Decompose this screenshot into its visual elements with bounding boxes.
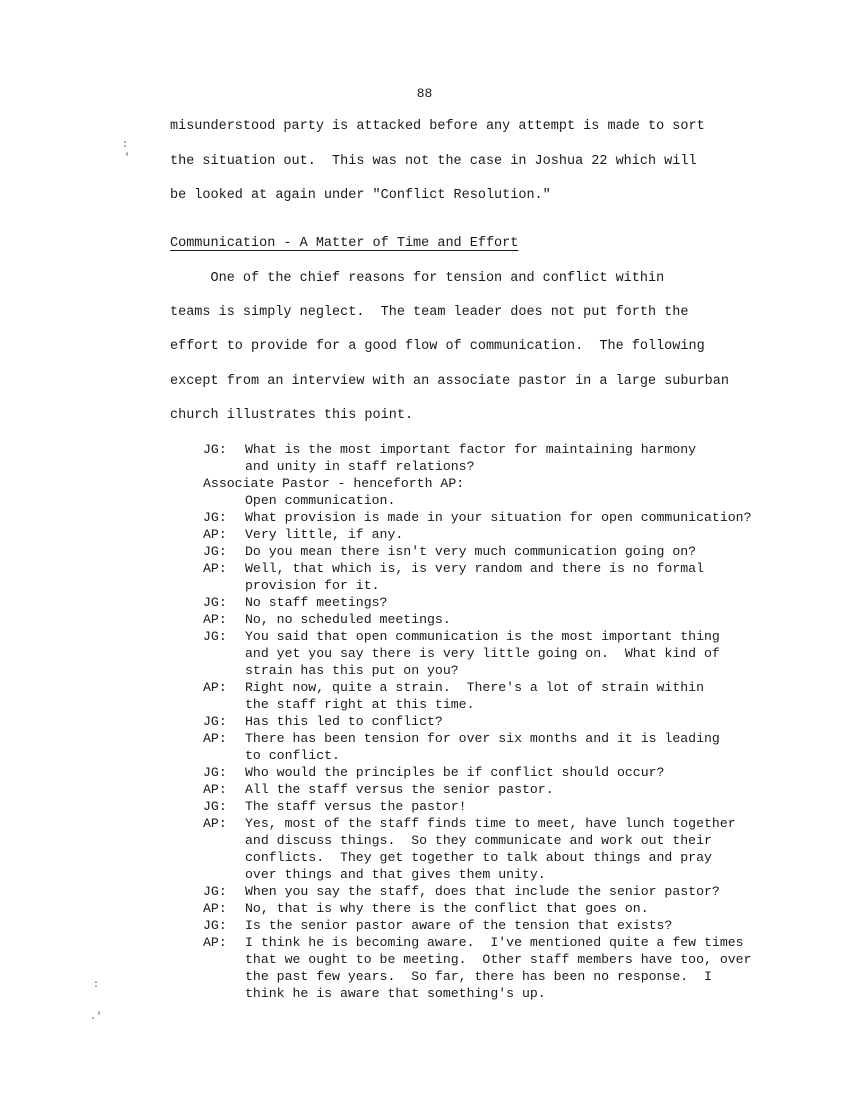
interview-line: Is the senior pastor aware of the tension that exists?: [245, 918, 673, 933]
speaker-label: JG:: [203, 799, 227, 814]
interview-turn: [203, 441, 751, 458]
speaker-label: AP:: [203, 901, 227, 916]
speaker-label: AP:: [203, 816, 227, 831]
interview-turn: [203, 679, 751, 696]
interview-turn: [203, 526, 751, 543]
interview-turn: [203, 764, 751, 781]
interview-line: You said that open communication is the most important thing: [245, 629, 720, 644]
interview-turn: [203, 628, 751, 645]
interview-turn: [203, 611, 751, 628]
interview-turn: [203, 900, 751, 917]
interview-turn: [203, 934, 751, 951]
speaker-label: JG:: [203, 884, 227, 899]
interview-line: the past few years. So far, there has been no response. I: [245, 969, 712, 984]
speaker-label: JG:: [203, 595, 227, 610]
interview-line: strain has this put on you?: [245, 663, 459, 678]
speaker-label: Associate Pastor - henceforth AP:: [203, 476, 465, 491]
page-number: 88: [416, 86, 433, 101]
interview-line: Well, that which is, is very random and there is no formal: [245, 561, 704, 576]
interview-line: What is the most important factor for maintaining harmony: [245, 442, 697, 457]
interview-line: The staff versus the pastor!: [245, 799, 467, 814]
interview-line: to conflict.: [245, 748, 340, 763]
interview-line: conflicts. They get together to talk about things and pray: [245, 850, 712, 865]
interview-line: All the staff versus the senior pastor.: [245, 782, 554, 797]
interview-line: What provision is made in your situation for open communication?: [245, 510, 752, 525]
speaker-label: AP:: [203, 612, 227, 627]
interview-line: Open communication.: [245, 493, 396, 508]
speaker-label: JG:: [203, 510, 227, 525]
interview-line: There has been tension for over six months and it is leading: [245, 731, 720, 746]
interview-turn: [203, 560, 751, 577]
interview-line: No staff meetings?: [245, 595, 388, 610]
section-heading: Communication - A Matter of Time and Effort: [170, 236, 519, 251]
interview-turn: [203, 509, 751, 526]
interview-turn: [203, 917, 751, 934]
interview-line: No, no scheduled meetings.: [245, 612, 451, 627]
interview-line: and yet you say there is very little going on. What kind of: [245, 646, 720, 661]
interview-line: think he is aware that something's up.: [245, 986, 546, 1001]
body-line: teams is simply neglect. The team leader does not put forth the: [170, 305, 689, 320]
body-line: except from an interview with an associate pastor in a large suburban: [170, 374, 729, 389]
body-line: One of the chief reasons for tension and conflict within: [170, 271, 665, 286]
interview-transcript: [203, 441, 751, 1002]
interview-line: Who would the principles be if conflict should occur?: [245, 765, 665, 780]
interview-line: that we ought to be meeting. Other staff members have too, over: [245, 952, 752, 967]
interview-line: provision for it.: [245, 578, 380, 593]
interview-turn: [203, 730, 751, 747]
interview-line: Yes, most of the staff finds time to meet, have lunch together: [245, 816, 736, 831]
speaker-label: AP:: [203, 782, 227, 797]
interview-line: the staff right at this time.: [245, 697, 475, 712]
interview-line: Do you mean there isn't very much communication going on?: [245, 544, 697, 559]
speaker-label: AP:: [203, 527, 227, 542]
interview-line: I think he is becoming aware. I've mentioned quite a few times: [245, 935, 744, 950]
interview-line: and discuss things. So they communicate and work out their: [245, 833, 712, 848]
speaker-label: JG:: [203, 544, 227, 559]
interview-turn: [203, 798, 751, 815]
interview-turn: [203, 883, 751, 900]
speaker-label: AP:: [203, 561, 227, 576]
interview-turn: [203, 815, 751, 832]
intro-line: be looked at again under "Conflict Resolution.": [170, 188, 551, 203]
speaker-label: JG:: [203, 442, 227, 457]
speaker-label: JG:: [203, 629, 227, 644]
speaker-label: JG:: [203, 765, 227, 780]
interview-line: over things and that gives them unity.: [245, 867, 546, 882]
speaker-label: AP:: [203, 935, 227, 950]
interview-line: When you say the staff, does that include the senior pastor?: [245, 884, 720, 899]
interview-line: Very little, if any.: [245, 527, 404, 542]
interview-line: and unity in staff relations?: [245, 459, 475, 474]
scan-speck: :: [93, 980, 100, 991]
speaker-label: AP:: [203, 731, 227, 746]
intro-line: misunderstood party is attacked before any attempt is made to sort: [170, 119, 705, 134]
interview-turn: [203, 713, 751, 730]
interview-turn: [203, 543, 751, 560]
scan-speck: .': [90, 1012, 103, 1023]
interview-line: Right now, quite a strain. There's a lot of strain within: [245, 680, 704, 695]
speaker-label: JG:: [203, 714, 227, 729]
body-line: effort to provide for a good flow of communication. The following: [170, 339, 705, 354]
interview-turn: [203, 594, 751, 611]
speaker-label: AP:: [203, 680, 227, 695]
scan-speck: ': [124, 153, 131, 164]
interview-turn: [203, 781, 751, 798]
body-line: church illustrates this point.: [170, 408, 414, 423]
intro-line: the situation out. This was not the case in Joshua 22 which will: [170, 154, 697, 169]
interview-line: Has this led to conflict?: [245, 714, 443, 729]
scan-speck: :: [122, 140, 129, 151]
interview-line: No, that is why there is the conflict that goes on.: [245, 901, 649, 916]
speaker-label: JG:: [203, 918, 227, 933]
